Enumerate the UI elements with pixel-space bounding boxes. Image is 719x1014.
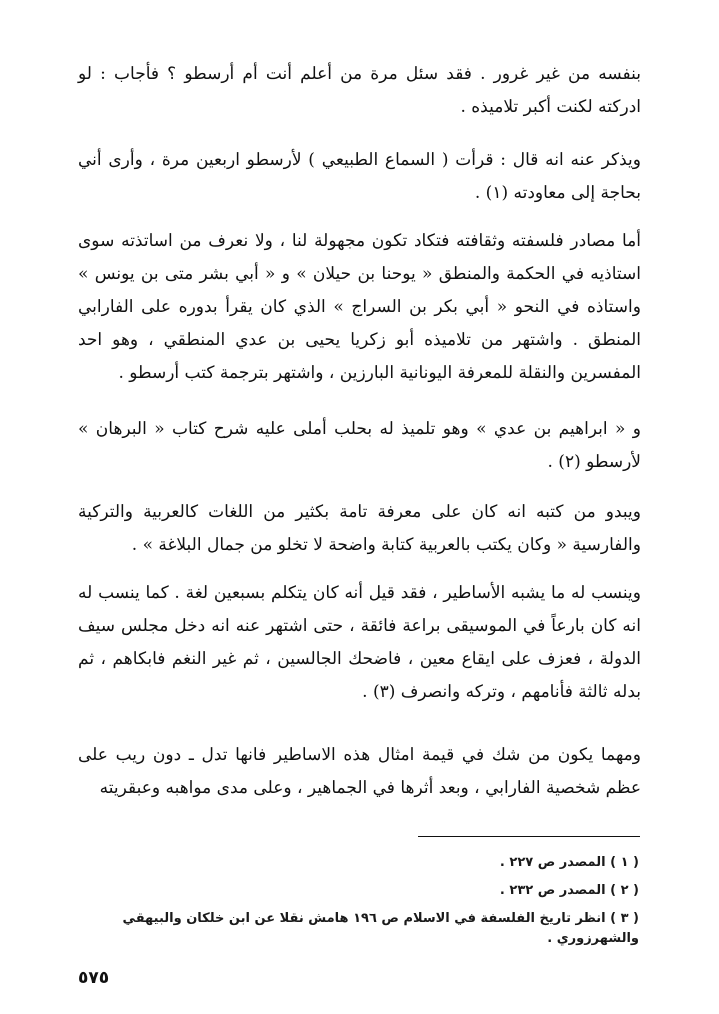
- footnote-2: ( ٢ ) المصدر ص ٢٣٢ .: [499, 883, 639, 898]
- paragraph-2: ويذكر عنه انه قال : قرأت ( السماع الطبيعي ) لأرسطو اربعين مرة ، وأرى أني بحاجة إلى معاودته (١) .: [78, 150, 641, 203]
- page-number: ٥٧٥: [78, 968, 110, 988]
- paragraph-1: بنفسه من غير غرور . فقد سئل مرة من أعلم أنت أم أرسطو ؟ فأجاب : لو ادركته لكنت أكبر تلاميذه .: [78, 64, 641, 117]
- paragraph-7: ومهما يكون من شك في قيمة امثال هذه الاساطير فانها تدل ـ دون ريب على عظم شخصية الفارابي ، وبعد أثرها في الجماهير ، وعلى مدى مواهبه وعبقريته: [78, 745, 641, 798]
- footnote-divider: [418, 836, 640, 837]
- paragraph-5: ويبدو من كتبه انه كان على معرفة تامة بكثير من اللغات كالعربية والتركية والفارسية « وكان يكتب بالعربية كتابة واضحة لا تخلو من جمال البلاغة » .: [78, 502, 641, 555]
- paragraph-6: وينسب له ما يشبه الأساطير ، فقد قيل أنه كان يتكلم بسبعين لغة . كما ينسب له انه كان بارعاً في الموسيقى براعة فائقة ، حتى اشتهر عنه انه دخل مجلس سيف الدولة ، فعزف على ايقاع معين ، فاضحك الجالسين ، ثم غير النغم فابكاهم ، ثم بدله ثالثة فأنامهم ، وتركه وانصرف (٣) .: [78, 583, 641, 702]
- footnote-3: ( ٣ ) انظر تاريخ الفلسفة في الاسلام ص ١٩٦ هامش نقلا عن ابن خلكان والبيهقي والشهرزوري .: [122, 911, 639, 946]
- paragraph-4: و « ابراهيم بن عدي » وهو تلميذ له بحلب أملى عليه شرح كتاب « البرهان » لأرسطو (٢) .: [78, 419, 641, 472]
- footnote-1: ( ١ ) المصدر ص ٢٢٧ .: [499, 855, 639, 870]
- paragraph-3: أما مصادر فلسفته وثقافته فتكاد تكون مجهولة لنا ، ولا نعرف من اساتذته سوى استاذيه في الحكمة والمنطق « يوحنا بن حيلان » و « أبي بشر متى بن يونس » واستاذه في النحو « أبي بكر بن السراج » الذي كان يقرأ بدوره على الفارابي المنطق . واشتهر من تلاميذه أبو زكريا يحيى بن عدي المنطقي ، وهو احد المفسرين والنقلة للمعرفة اليونانية البارزين ، واشتهر بترجمة كتب أرسطو .: [78, 231, 641, 383]
